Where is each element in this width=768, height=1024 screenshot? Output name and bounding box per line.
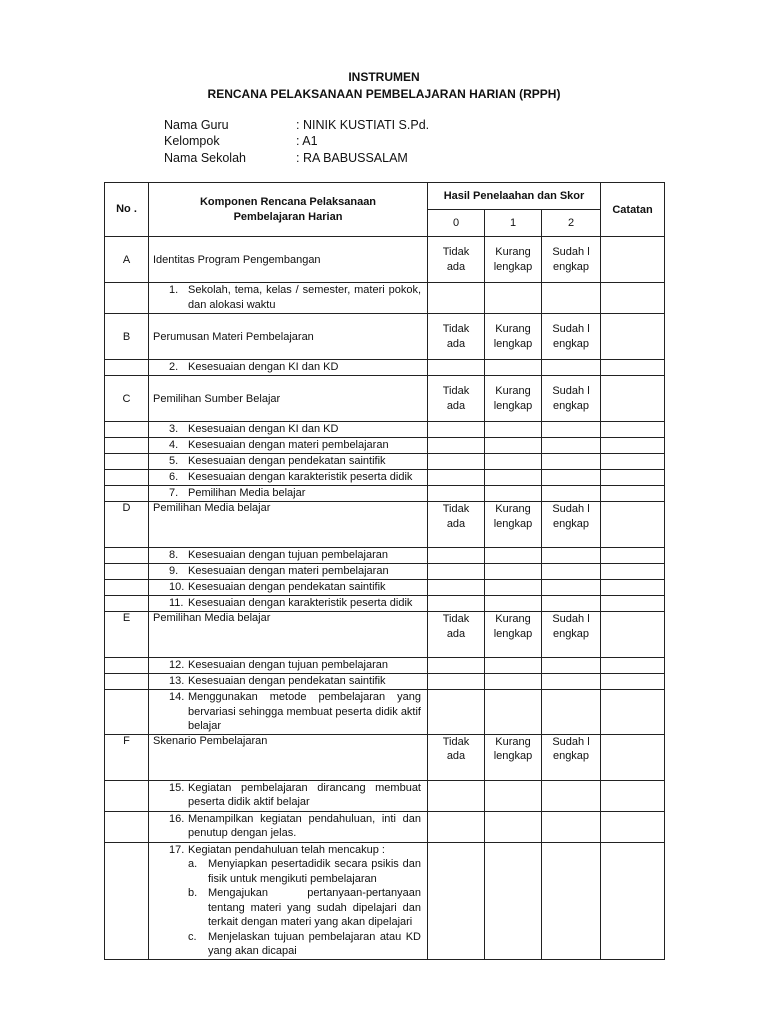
notes-cell [601, 580, 665, 596]
item-no-cell [105, 564, 149, 580]
score-label-0: Tidak ada [428, 734, 485, 780]
item-text: Menampilkan kegiatan pendahuluan, inti dan penutup dengan jelas. [188, 812, 421, 839]
subitem [149, 857, 427, 886]
item-text: Kesesuaian dengan tujuan pembelajaran [188, 659, 388, 671]
item-text: Kesesuaian dengan pendekatan saintifik [188, 581, 386, 593]
header-notes: Catatan [601, 183, 665, 237]
score-cell-0 [428, 658, 485, 674]
score-cell-0 [428, 283, 485, 314]
table-body [105, 237, 665, 960]
item-number: 17. [169, 843, 185, 856]
item-no-cell [105, 360, 149, 376]
section-row [105, 612, 665, 658]
item-content [149, 422, 427, 437]
item-number: 13. [169, 675, 185, 687]
score-cell-2 [542, 360, 601, 376]
notes-cell [601, 780, 665, 811]
item-number: 11. [169, 597, 184, 609]
notes-cell [601, 734, 665, 780]
info-label: Nama Guru [164, 118, 229, 132]
item-number: 14. [169, 691, 185, 703]
score-cell-1 [485, 283, 542, 314]
score-label-1: Kurang lengkap [485, 612, 542, 658]
item-content [149, 843, 427, 858]
info-value: : A1 [296, 134, 318, 148]
item-row [105, 780, 665, 811]
item-content [149, 454, 427, 469]
item-content [149, 548, 427, 563]
score-cell-1 [485, 564, 542, 580]
item-cell [149, 842, 428, 959]
item-number: 16. [169, 812, 185, 825]
score-cell-1 [485, 580, 542, 596]
score-cell-0 [428, 470, 485, 486]
header-no: No . [105, 183, 149, 237]
notes-cell [601, 486, 665, 502]
score-label-1: Kurang lengkap [485, 734, 542, 780]
notes-cell [601, 658, 665, 674]
document-title: INSTRUMEN [348, 70, 420, 84]
item-no-cell [105, 811, 149, 842]
score-cell-2 [542, 596, 601, 612]
item-cell [149, 548, 428, 564]
section-title: Pemilihan Sumber Belajar [149, 376, 428, 422]
subitem-text: Mengajukan pertanyaan-pertanyaan tentang materi yang sudah dipelajari dan terkait dengan materi yang akan dipelajari [208, 887, 421, 928]
notes-cell [601, 811, 665, 842]
section-title: Pemilihan Media belajar [149, 502, 428, 548]
section-code: B [105, 314, 149, 360]
item-no-cell [105, 438, 149, 454]
item-text: Kesesuaian dengan pendekatan saintifik [188, 675, 386, 687]
item-cell [149, 674, 428, 690]
assessment-table [104, 182, 665, 960]
score-cell-0 [428, 360, 485, 376]
score-cell-1 [485, 658, 542, 674]
notes-cell [601, 283, 665, 314]
header-score-0: 0 [428, 210, 485, 237]
score-cell-2 [542, 470, 601, 486]
item-text: Kesesuaian dengan karakteristik peserta didik [188, 597, 413, 609]
notes-cell [601, 690, 665, 735]
item-no-cell [105, 842, 149, 959]
item-row [105, 580, 665, 596]
item-content [149, 360, 427, 375]
section-code: C [105, 376, 149, 422]
item-text: Kesesuaian dengan karakteristik peserta didik [188, 471, 413, 483]
score-label-0: Tidak ada [428, 314, 485, 360]
notes-cell [601, 842, 665, 959]
subitem-text: Menjelaskan tujuan pembelajaran atau KD yang akan dicapai [208, 930, 421, 957]
score-cell-2 [542, 580, 601, 596]
item-no-cell [105, 486, 149, 502]
notes-cell [601, 548, 665, 564]
score-cell-0 [428, 842, 485, 959]
info-label: Kelompok [164, 134, 220, 148]
item-content [149, 674, 427, 689]
score-label-0: Tidak ada [428, 502, 485, 548]
notes-cell [601, 454, 665, 470]
notes-cell [601, 237, 665, 283]
item-content [149, 781, 427, 810]
item-cell [149, 454, 428, 470]
item-row [105, 470, 665, 486]
notes-cell [601, 422, 665, 438]
score-cell-1 [485, 596, 542, 612]
item-row [105, 842, 665, 959]
score-cell-2 [542, 690, 601, 735]
item-content [149, 580, 427, 595]
item-row [105, 596, 665, 612]
item-row [105, 564, 665, 580]
info-label: Nama Sekolah [164, 151, 246, 165]
section-row [105, 502, 665, 548]
item-row [105, 360, 665, 376]
score-label-2: Sudah lengkap [542, 612, 601, 658]
item-row [105, 486, 665, 502]
item-text: Sekolah, tema, kelas / semester, materi pokok, dan alokasi waktu [188, 284, 421, 311]
section-row [105, 376, 665, 422]
score-cell-1 [485, 360, 542, 376]
header-score-1: 1 [485, 210, 542, 237]
section-row [105, 734, 665, 780]
score-cell-2 [542, 422, 601, 438]
score-cell-2 [542, 438, 601, 454]
item-text: Kesesuaian dengan KI dan KD [188, 423, 339, 435]
score-cell-1 [485, 842, 542, 959]
score-cell-2 [542, 780, 601, 811]
item-number: 8. [169, 549, 179, 561]
item-text: Kesesuaian dengan materi pembelajaran [188, 439, 389, 451]
score-cell-0 [428, 422, 485, 438]
item-content [149, 438, 427, 453]
score-cell-0 [428, 548, 485, 564]
item-no-cell [105, 283, 149, 314]
section-title: Skenario Pembelajaran [149, 734, 428, 780]
score-cell-0 [428, 564, 485, 580]
item-content [149, 564, 427, 579]
score-cell-1 [485, 780, 542, 811]
score-cell-0 [428, 780, 485, 811]
notes-cell [601, 360, 665, 376]
item-no-cell [105, 422, 149, 438]
item-no-cell [105, 658, 149, 674]
item-cell [149, 811, 428, 842]
notes-cell [601, 502, 665, 548]
subitem-text: Menyiapkan pesertadidik secara psikis dan fisik untuk mengikuti pembelajaran [208, 858, 421, 885]
item-row [105, 422, 665, 438]
score-cell-1 [485, 486, 542, 502]
item-number: 10. [169, 581, 185, 593]
section-code: D [105, 502, 149, 548]
notes-cell [601, 564, 665, 580]
notes-cell [601, 612, 665, 658]
item-content [149, 486, 427, 501]
item-no-cell [105, 596, 149, 612]
item-content [149, 283, 427, 312]
item-cell [149, 780, 428, 811]
info-value: : NINIK KUSTIATI S.Pd. [296, 118, 430, 132]
notes-cell [601, 438, 665, 454]
item-text: Kesesuaian dengan KI dan KD [188, 361, 339, 373]
subitem-letter: c. [188, 930, 197, 943]
item-content [149, 690, 427, 734]
item-content [149, 596, 427, 611]
item-number: 6. [169, 471, 179, 483]
item-row [105, 658, 665, 674]
item-text: Kesesuaian dengan tujuan pembelajaran [188, 549, 388, 561]
score-cell-1 [485, 674, 542, 690]
score-label-0: Tidak ada [428, 237, 485, 283]
score-cell-1 [485, 470, 542, 486]
item-cell [149, 486, 428, 502]
score-cell-2 [542, 564, 601, 580]
section-title: Pemilihan Media belajar [149, 612, 428, 658]
item-no-cell [105, 780, 149, 811]
section-code: F [105, 734, 149, 780]
score-cell-0 [428, 596, 485, 612]
subitem [149, 886, 427, 930]
notes-cell [601, 470, 665, 486]
header-component: Komponen Rencana Pelaksanaan Pembelajaran Harian [149, 183, 428, 237]
item-number: 12. [169, 659, 185, 671]
header-score-2: 2 [542, 210, 601, 237]
item-row [105, 548, 665, 564]
document-subtitle: RENCANA PELAKSANAAN PEMBELAJARAN HARIAN (RPPH) [207, 87, 561, 101]
score-cell-0 [428, 438, 485, 454]
score-cell-2 [542, 842, 601, 959]
notes-cell [601, 674, 665, 690]
item-no-cell [105, 580, 149, 596]
score-cell-1 [485, 811, 542, 842]
subitem [149, 930, 427, 959]
item-row [105, 690, 665, 735]
score-label-0: Tidak ada [428, 376, 485, 422]
notes-cell [601, 376, 665, 422]
item-content [149, 812, 427, 841]
item-number: 7. [169, 487, 179, 499]
item-row [105, 674, 665, 690]
item-number: 4. [169, 439, 179, 451]
score-cell-2 [542, 486, 601, 502]
score-label-1: Kurang lengkap [485, 502, 542, 548]
score-cell-2 [542, 811, 601, 842]
item-row [105, 811, 665, 842]
item-content [149, 658, 427, 673]
score-cell-0 [428, 674, 485, 690]
score-label-1: Kurang lengkap [485, 376, 542, 422]
subitem-letter: b. [188, 887, 198, 899]
score-cell-2 [542, 283, 601, 314]
item-cell [149, 690, 428, 735]
score-cell-0 [428, 690, 485, 735]
score-cell-0 [428, 580, 485, 596]
score-label-2: Sudah lengkap [542, 734, 601, 780]
score-cell-0 [428, 454, 485, 470]
score-cell-1 [485, 438, 542, 454]
score-cell-1 [485, 454, 542, 470]
item-number: 9. [169, 565, 179, 577]
item-no-cell [105, 674, 149, 690]
subitem-letter: a. [188, 858, 198, 870]
info-value: : RA BABUSSALAM [296, 151, 408, 165]
item-row [105, 454, 665, 470]
item-no-cell [105, 690, 149, 735]
item-text: Pemilihan Media belajar [188, 487, 306, 499]
item-number: 2. [169, 361, 179, 373]
item-cell [149, 580, 428, 596]
score-cell-2 [542, 658, 601, 674]
item-row [105, 438, 665, 454]
item-text: Kegiatan pendahuluan telah mencakup : [188, 843, 385, 856]
item-cell [149, 564, 428, 580]
score-label-2: Sudah lengkap [542, 237, 601, 283]
item-cell [149, 596, 428, 612]
score-cell-2 [542, 454, 601, 470]
section-title: Perumusan Materi Pembelajaran [149, 314, 428, 360]
score-cell-0 [428, 811, 485, 842]
item-text: Kesesuaian dengan pendekatan saintifik [188, 455, 386, 467]
score-label-1: Kurang lengkap [485, 314, 542, 360]
score-label-0: Tidak ada [428, 612, 485, 658]
item-text: Menggunakan metode pembelajaran yang bervariasi sehingga membuat peserta didik aktif belajar [188, 691, 421, 732]
section-row [105, 314, 665, 360]
score-label-2: Sudah lengkap [542, 502, 601, 548]
item-row [105, 283, 665, 314]
score-cell-2 [542, 674, 601, 690]
item-cell [149, 360, 428, 376]
item-cell [149, 658, 428, 674]
section-title: Identitas Program Pengembangan [149, 237, 428, 283]
section-code: A [105, 237, 149, 283]
item-no-cell [105, 470, 149, 486]
item-number: 5. [169, 455, 179, 467]
section-code: E [105, 612, 149, 658]
notes-cell [601, 596, 665, 612]
item-text: Kesesuaian dengan materi pembelajaran [188, 565, 389, 577]
section-row [105, 237, 665, 283]
score-cell-1 [485, 690, 542, 735]
score-cell-1 [485, 422, 542, 438]
score-label-1: Kurang lengkap [485, 237, 542, 283]
item-cell [149, 283, 428, 314]
score-cell-2 [542, 548, 601, 564]
score-cell-0 [428, 486, 485, 502]
item-number: 3. [169, 423, 179, 435]
item-cell [149, 438, 428, 454]
item-no-cell [105, 454, 149, 470]
item-cell [149, 470, 428, 486]
item-cell [149, 422, 428, 438]
item-content [149, 470, 427, 485]
header-result: Hasil Penelaahan dan Skor [428, 183, 601, 210]
item-no-cell [105, 548, 149, 564]
item-number: 15. [169, 781, 185, 794]
item-text: Kegiatan pembelajaran dirancang membuat peserta didik aktif belajar [188, 781, 421, 808]
score-label-2: Sudah lengkap [542, 314, 601, 360]
score-cell-1 [485, 548, 542, 564]
item-number: 1. [169, 284, 179, 296]
notes-cell [601, 314, 665, 360]
score-label-2: Sudah lengkap [542, 376, 601, 422]
